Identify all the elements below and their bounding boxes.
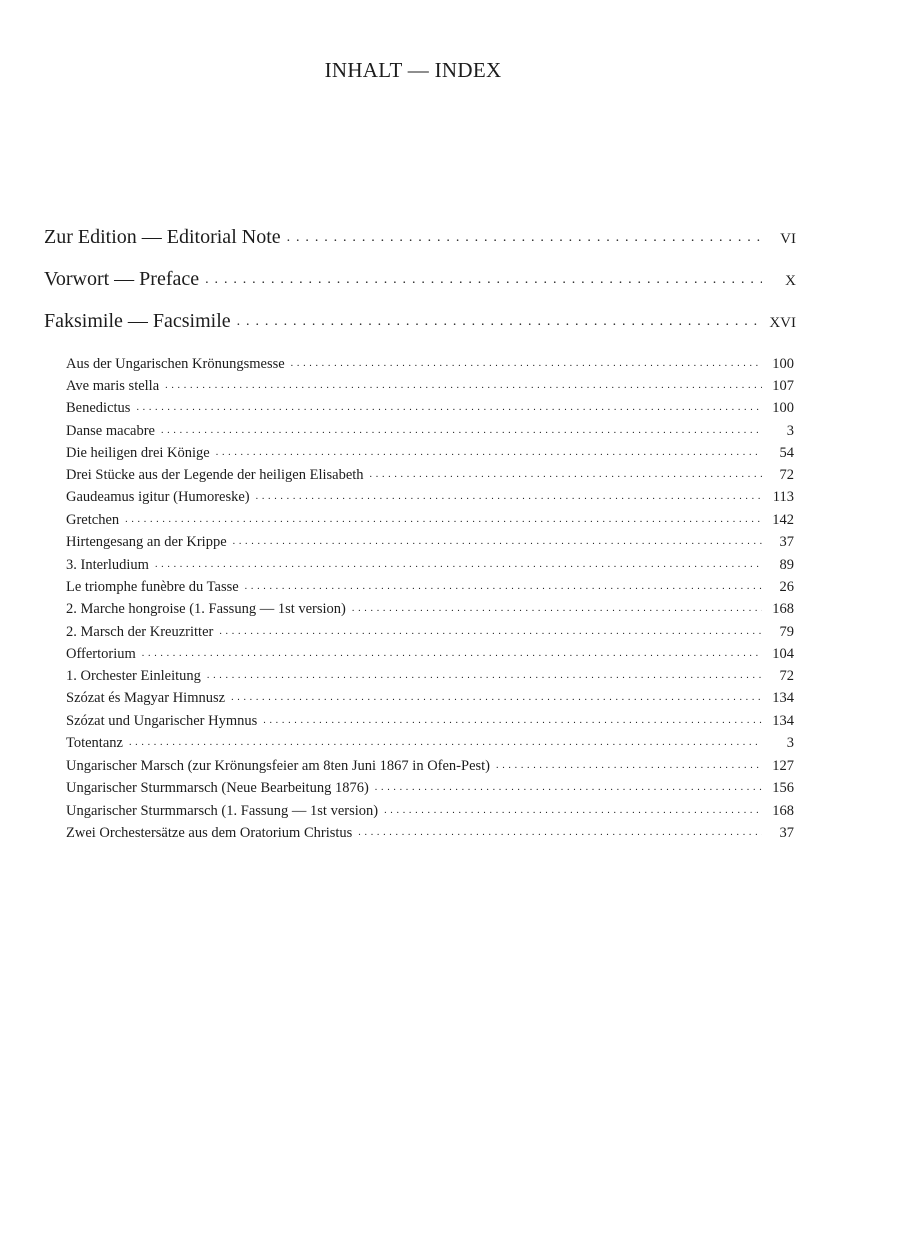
dot-leader <box>207 670 762 681</box>
dot-leader <box>233 536 762 547</box>
toc-entry <box>66 378 794 398</box>
entry-page-number: 26 <box>779 579 794 595</box>
entry-page-number: 134 <box>772 690 794 706</box>
dot-leader <box>136 402 762 413</box>
entry-label: Ungarischer Sturmmarsch (Neue Bearbeitung 1876) <box>66 780 369 796</box>
toc-entry <box>66 534 794 554</box>
dot-leader <box>358 827 762 838</box>
entry-page-number: 72 <box>779 668 794 684</box>
toc-entry <box>66 400 794 420</box>
entry-label: Hirtengesang an der Krippe <box>66 534 227 550</box>
entry-page-number: 127 <box>772 758 794 774</box>
toc-entry <box>66 601 794 621</box>
dot-leader <box>161 425 762 436</box>
page-title: INHALT — INDEX <box>324 58 502 82</box>
entry-label: 2. Marsch der Kreuzritter <box>66 624 214 640</box>
toc-entry <box>66 713 794 733</box>
toc-entry <box>66 668 794 688</box>
dot-leader <box>231 692 762 703</box>
toc-entry <box>66 780 794 800</box>
toc-entry <box>66 624 794 644</box>
dot-leader <box>291 358 762 369</box>
entry-page-number: 104 <box>772 646 794 662</box>
entry-page-number: 142 <box>772 512 794 528</box>
toc-entry <box>66 825 794 845</box>
entry-page-number: VI <box>780 231 796 247</box>
toc-entry <box>66 512 794 532</box>
entry-page-number: 72 <box>779 467 794 483</box>
dot-leader <box>287 230 762 246</box>
entry-page-number: 100 <box>772 356 794 372</box>
entry-label: Szózat és Magyar Himnusz <box>66 690 226 706</box>
dot-leader <box>219 626 762 637</box>
entry-page-number: 134 <box>772 713 794 729</box>
entry-label: Zur Edition — Editorial Note <box>44 226 281 248</box>
toc-entry <box>66 690 794 710</box>
entry-label: Ave maris stella <box>66 378 160 394</box>
dot-leader <box>496 760 762 771</box>
entry-page-number: 37 <box>779 534 794 550</box>
entry-page-number: 168 <box>772 601 794 617</box>
entry-label: 3. Interludium <box>66 557 149 573</box>
entry-page-number: 37 <box>779 825 794 841</box>
toc-entry <box>66 445 794 465</box>
entry-label: 1. Orchester Einleitung <box>66 668 201 684</box>
entry-label: Totentanz <box>66 735 123 751</box>
dot-leader <box>370 469 762 480</box>
entry-label: Offertorium <box>66 646 136 662</box>
dot-leader <box>245 581 762 592</box>
toc-entry <box>66 735 794 755</box>
toc-major-entry <box>44 310 796 340</box>
entry-page-number: XVI <box>769 315 796 331</box>
entry-page-number: X <box>785 273 796 289</box>
toc-entry <box>66 423 794 443</box>
toc-entry <box>66 557 794 577</box>
dot-leader <box>352 603 762 614</box>
toc-entry <box>66 646 794 666</box>
entry-label: Die heiligen drei Könige <box>66 445 210 461</box>
entry-page-number: 156 <box>772 780 794 796</box>
entry-page-number: 89 <box>779 557 794 573</box>
entry-label: 2. Marche hongroise (1. Fassung — 1st version) <box>66 601 346 617</box>
entry-label: Drei Stücke aus der Legende der heiligen Elisabeth <box>66 467 364 483</box>
entry-label: Gretchen <box>66 512 120 528</box>
toc-entry <box>66 803 794 823</box>
toc-major-entry <box>44 268 796 298</box>
entry-label: Faksimile — Facsimile <box>44 310 231 332</box>
toc-entry <box>66 579 794 599</box>
dot-leader <box>375 782 762 793</box>
dot-leader <box>129 737 762 748</box>
toc-entry <box>66 758 794 778</box>
dot-leader <box>165 380 762 391</box>
entry-page-number: 79 <box>779 624 794 640</box>
dot-leader <box>205 272 762 288</box>
entry-label: Vorwort — Preface <box>44 268 200 290</box>
dot-leader <box>237 314 762 330</box>
entry-label: Aus der Ungarischen Krönungsmesse <box>66 356 285 372</box>
entry-label: Szózat und Ungarischer Hymnus <box>66 713 258 729</box>
entry-page-number: 107 <box>772 378 794 394</box>
entry-page-number: 3 <box>786 735 794 751</box>
entry-label: Ungarischer Sturmmarsch (1. Fassung — 1st version) <box>66 803 379 819</box>
toc-entry <box>66 356 794 376</box>
entry-page-number: 100 <box>772 400 794 416</box>
toc-entry <box>66 467 794 487</box>
entry-label: Zwei Orchestersätze aus dem Oratorium Christus <box>66 825 353 841</box>
dot-leader <box>384 805 762 816</box>
entry-page-number: 113 <box>772 489 794 505</box>
entry-label: Benedictus <box>66 400 131 416</box>
dot-leader <box>125 514 762 525</box>
entry-label: Ungarischer Marsch (zur Krönungsfeier am 8ten Juni 1867 in Ofen-Pest) <box>66 758 491 774</box>
dot-leader <box>142 648 762 659</box>
entry-label: Gaudeamus igitur (Humoreske) <box>66 489 250 505</box>
dot-leader <box>263 715 762 726</box>
entry-page-number: 3 <box>786 423 794 439</box>
entry-label: Le triomphe funèbre du Tasse <box>66 579 239 595</box>
entry-label: Danse macabre <box>66 423 155 439</box>
toc-entry <box>66 489 794 509</box>
dot-leader <box>216 447 762 458</box>
entry-page-number: 168 <box>772 803 794 819</box>
dot-leader <box>155 559 762 570</box>
toc-major-entry <box>44 226 796 256</box>
entry-page-number: 54 <box>779 445 794 461</box>
dot-leader <box>256 491 762 502</box>
